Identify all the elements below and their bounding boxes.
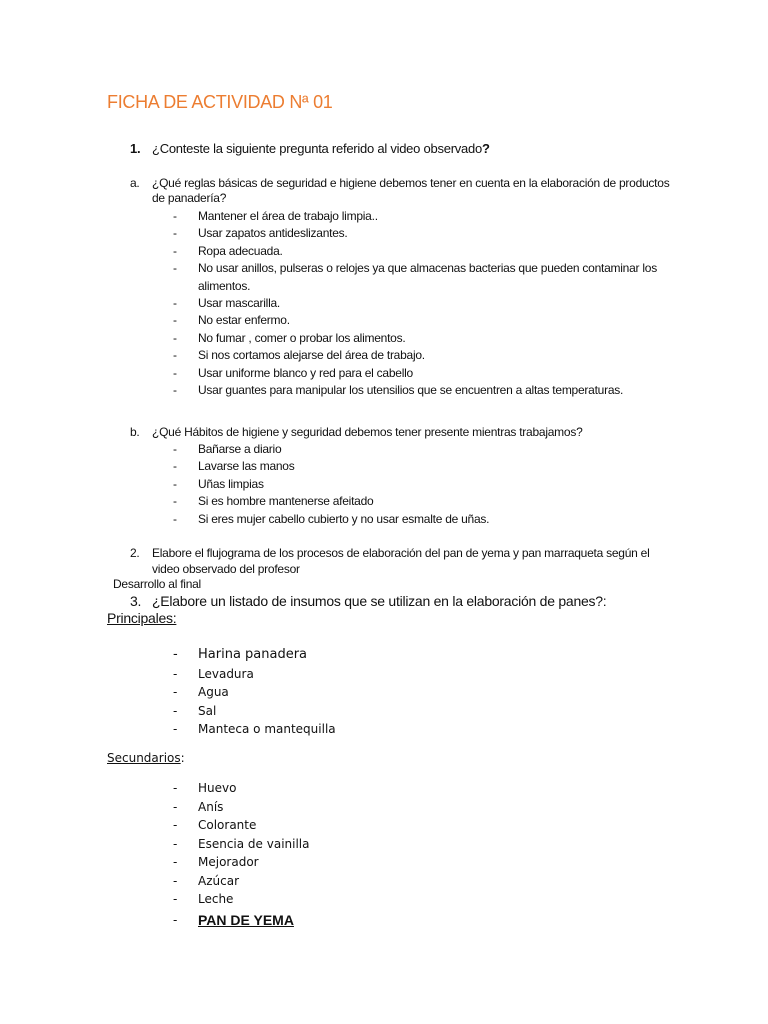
list-item-text: Esencia de vainilla — [198, 836, 310, 851]
principales-heading: Principales: — [107, 610, 177, 626]
list-item-text: Usar zapatos antideslizantes. — [198, 226, 348, 241]
question-2-line-1: Elabore el flujograma de los procesos de elaboración del pan de yema y pan marraqueta según el — [152, 546, 650, 560]
question-3-text: ¿Elabore un listado de insumos que se utilizan en la elaboración de panes?: — [152, 593, 607, 609]
list-item-text: Levadura — [198, 666, 254, 681]
list-item — [173, 312, 657, 329]
list-item — [173, 702, 336, 721]
list-item — [173, 208, 657, 225]
pan-de-yema-heading: PAN DE YEMA — [198, 911, 294, 928]
list-item — [173, 835, 310, 854]
list-item — [173, 347, 657, 364]
list-item-text: Uñas limpias — [198, 476, 264, 491]
question-1-label: ¿Conteste la siguiente pregunta referido al video observado — [152, 141, 482, 156]
question-a-letter: a. — [130, 176, 140, 190]
list-item — [173, 382, 657, 399]
question-1-text — [152, 141, 490, 156]
list-item-text: No fumar , comer o probar los alimentos. — [198, 330, 406, 345]
list-item-text: Bañarse a diario — [198, 442, 282, 456]
list-item — [173, 646, 336, 665]
question-a-line-2: de panadería? — [152, 191, 227, 205]
question-b-text: ¿Qué Hábitos de higiene y seguridad debemos tener presente mientras trabajamos? — [152, 425, 583, 439]
question-1-number: 1. — [130, 141, 141, 156]
list-item-text: Si eres mujer cabello cubierto y no usar esmalte de uñas. — [198, 511, 490, 526]
list-item — [173, 779, 310, 798]
list-item — [173, 243, 657, 260]
question-1-mark: ? — [481, 141, 490, 156]
secundarios-heading-colon: : — [180, 751, 185, 765]
list-item — [173, 225, 657, 242]
list-item — [173, 665, 336, 684]
secundarios-list — [173, 779, 310, 932]
question-2-note: Desarrollo al final — [113, 577, 201, 591]
list-item — [173, 853, 310, 872]
list-item-text: Manteca o mantequilla — [198, 722, 336, 736]
list-item-text: Anís — [198, 799, 224, 814]
list-item-text: Sal — [198, 703, 217, 718]
list-item-text: Colorante — [198, 818, 257, 832]
list-item — [173, 872, 310, 891]
page-title: FICHA DE ACTIVIDAD Nª 01 — [107, 92, 333, 112]
list-item — [173, 816, 310, 835]
list-item — [173, 365, 657, 382]
question-a-list — [173, 208, 657, 399]
list-item — [173, 890, 310, 909]
list-item — [173, 476, 489, 493]
question-b-letter: b. — [130, 425, 140, 439]
list-item-text: No usar anillos, pulseras o relojes ya que almacenas bacterias que pueden contaminar los — [198, 261, 657, 276]
list-item-text: Usar guantes para manipular los utensilios que se encuentren a altas temperaturas. — [198, 383, 624, 398]
list-item-text: Mantener el área de trabajo limpia.. — [198, 209, 378, 223]
list-item — [173, 493, 489, 510]
secundarios-heading — [107, 751, 185, 765]
question-a-line-1: ¿Qué reglas básicas de seguridad e higiene debemos tener en cuenta en la elaboración de productos — [152, 176, 670, 190]
question-3-number: 3. — [130, 593, 142, 609]
question-2-number: 2. — [130, 546, 140, 560]
list-item — [173, 511, 489, 528]
list-item — [173, 909, 310, 932]
list-item — [173, 260, 657, 295]
list-item-text: Usar uniforme blanco y red para el cabello — [198, 365, 413, 380]
list-item — [173, 720, 336, 739]
list-item-text: Azúcar — [198, 873, 239, 888]
list-item — [173, 295, 657, 312]
question-2-line-2: video observado del profesor — [152, 562, 300, 576]
principales-list — [173, 646, 336, 739]
list-item-text: No estar enfermo. — [198, 313, 290, 328]
list-item — [173, 683, 336, 702]
list-item — [173, 798, 310, 817]
list-item-text: Mejorador — [198, 855, 259, 869]
list-item — [173, 330, 657, 347]
list-item-text: Lavarse las manos — [198, 459, 295, 474]
list-item-text: Huevo — [198, 781, 237, 795]
list-item — [173, 441, 489, 458]
list-item-text: Si es hombre mantenerse afeitado — [198, 494, 374, 509]
list-item-text: Ropa adecuada. — [198, 243, 283, 258]
list-item — [173, 458, 489, 475]
list-item-continuation: alimentos. — [198, 278, 251, 293]
question-b-list — [173, 441, 489, 528]
secundarios-heading-label: Secundarios — [107, 751, 181, 765]
list-item-text: Usar mascarilla. — [198, 296, 281, 311]
list-item-text: Leche — [198, 892, 234, 906]
list-item-text: Harina panadera — [198, 647, 308, 662]
list-item-text: Si nos cortamos alejarse del área de trabajo. — [198, 348, 425, 363]
list-item-text: Agua — [198, 685, 229, 699]
